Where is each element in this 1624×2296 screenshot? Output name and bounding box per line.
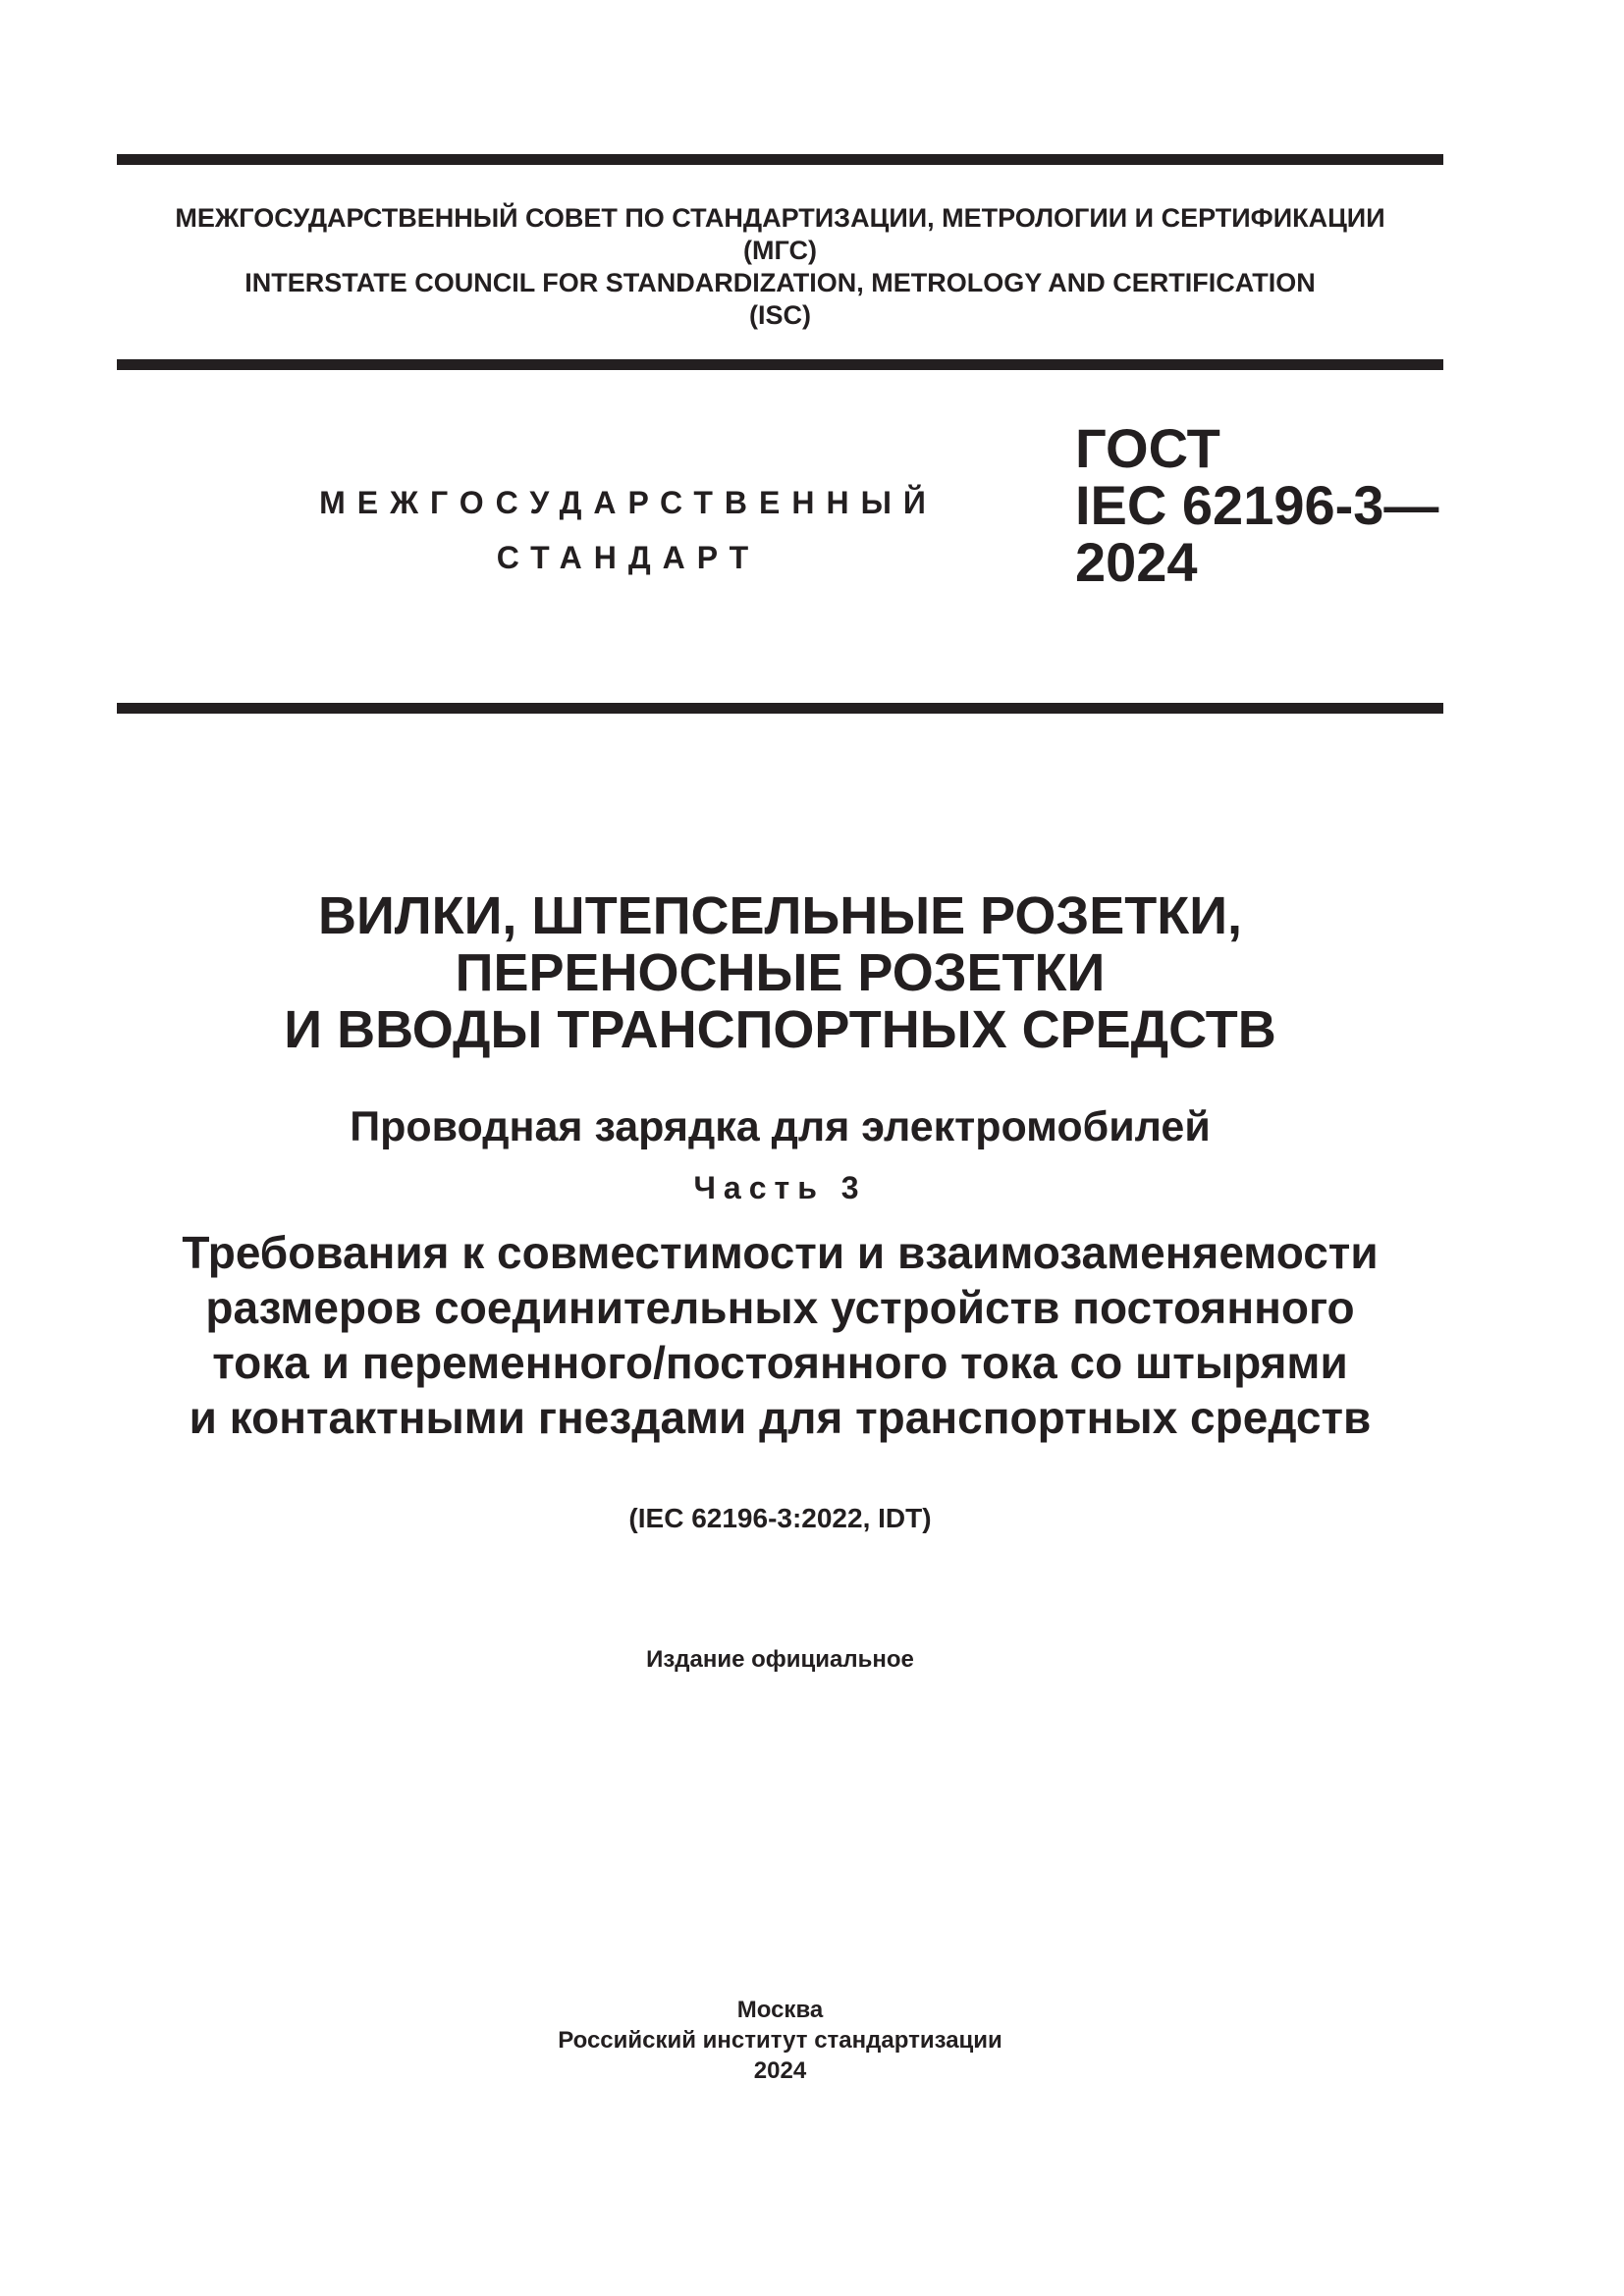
standard-type-line1: МЕЖГОСУДАРСТВЕННЫЙ <box>319 485 938 520</box>
council-abbr-en: (ISC) <box>749 300 811 330</box>
part-title-line: размеров соединительных устройств постоянного <box>205 1282 1355 1333</box>
standard-type-line2: СТАНДАРТ <box>496 540 761 575</box>
standard-designation <box>1075 417 1439 593</box>
publisher-block <box>117 1995 1443 2086</box>
part-number: Часть 3 <box>693 1170 867 1205</box>
council-name-ru: МЕЖГОСУДАРСТВЕННЫЙ СОВЕТ ПО СТАНДАРТИЗАЦИИ, МЕТРОЛОГИИ И СЕРТИФИКАЦИИ <box>175 203 1385 233</box>
part-title <box>117 1225 1443 1445</box>
designation-line3: 2024 <box>1075 531 1198 593</box>
publisher-city: Москва <box>736 1997 824 2023</box>
part-title-line: Требования к совместимости и взаимозаменяемости <box>182 1227 1379 1278</box>
designation-line1: ГОСТ <box>1075 417 1220 479</box>
publisher-institute: Российский институт стандартизации <box>558 2027 1002 2054</box>
council-abbr-ru: (МГС) <box>743 236 817 265</box>
council-header <box>117 202 1443 332</box>
edition-note: Издание официальное <box>646 1646 914 1673</box>
document-title-line: ПЕРЕНОСНЫЕ РОЗЕТКИ <box>455 943 1106 1002</box>
document-title-line: И ВВОДЫ ТРАНСПОРТНЫХ СРЕДСТВ <box>284 1000 1276 1059</box>
designation-divider-rule <box>117 703 1443 714</box>
header-divider-rule <box>117 359 1443 370</box>
designation-line2: IEC 62196-3— <box>1075 474 1439 536</box>
document-subtitle: Проводная зарядка для электромобилей <box>350 1103 1211 1150</box>
standard-type-label <box>295 475 962 585</box>
document-title <box>117 887 1443 1058</box>
document-title-line: ВИЛКИ, ШТЕПСЕЛЬНЫЕ РОЗЕТКИ, <box>317 886 1243 945</box>
council-name-en: INTERSTATE COUNCIL FOR STANDARDIZATION, METROLOGY AND CERTIFICATION <box>244 268 1316 297</box>
part-title-line: и контактными гнездами для транспортных средств <box>189 1392 1372 1443</box>
top-rule <box>117 154 1443 165</box>
publisher-year: 2024 <box>753 2057 807 2084</box>
part-title-line: тока и переменного/постоянного тока со штырями <box>212 1337 1348 1388</box>
iec-reference: (IEC 62196-3:2022, IDT) <box>628 1503 932 1533</box>
